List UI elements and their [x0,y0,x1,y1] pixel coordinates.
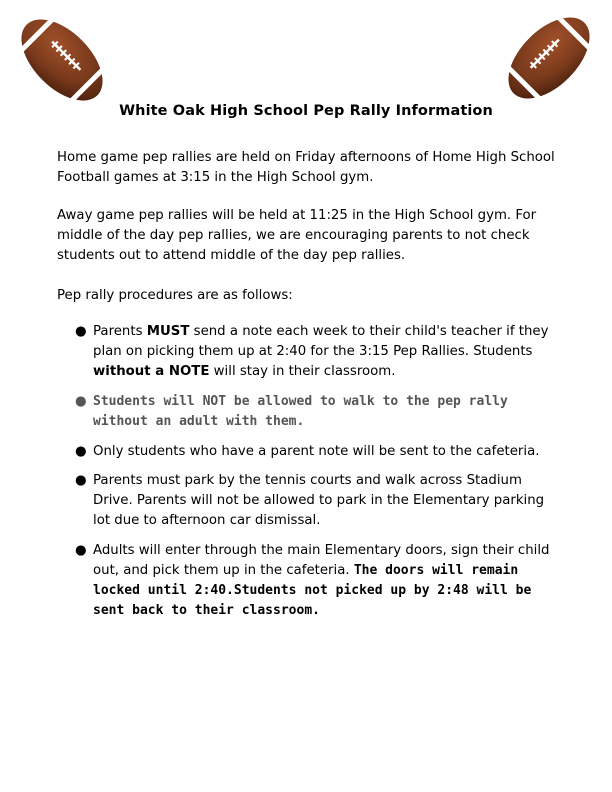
procedures-list [57,322,557,621]
list-item [57,541,557,621]
bullet-icon: ● [75,473,87,488]
bullet-text: send a note each week to their child's teacher if they plan on picking them up at 2:40 for the 3:15 Pep Rallies. Students [93,324,549,359]
bullet-text: Parents [93,324,147,339]
football-icon [12,10,112,110]
list-item [57,442,557,462]
bullet-text: Adults will enter through the main Elementary doors, sign their child out, and pick them up in the cafeteria. [93,543,550,578]
bullet-text: Students will NOT be allowed to walk to the pep rally without an adult with them. [93,394,508,429]
bullet-icon: ● [75,543,87,558]
bullet-text: will stay in their classroom. [209,364,396,379]
list-item [57,392,557,432]
bullet-text: Parents must park by the tennis courts and walk across Stadium Drive. Parents will not be allowed to park in the Elementary parking lot due to afternoon car dismissal. [93,473,545,528]
bullet-icon: ● [75,394,87,409]
emphasis-text: The doors will remain locked until 2:40.Students not picked up by 2:48 will be sent back to their classroom. [93,563,532,618]
bullet-icon: ● [75,444,87,459]
page-title: White Oak High School Pep Rally Information [119,103,493,119]
emphasis-text: without a NOTE [93,364,210,379]
bullet-icon: ● [75,324,87,339]
emphasis-text: MUST [146,324,190,339]
bullet-text: Only students who have a parent note will be sent to the cafeteria. [93,444,540,459]
procedures-intro: Pep rally procedures are as follows: [57,288,293,303]
home-game-paragraph: Home game pep rallies are held on Friday afternoons of Home High School Football games at 3:15 in the High School gym. [57,150,555,185]
football-icon [499,8,599,108]
away-game-paragraph: Away game pep rallies will be held at 11:25 in the High School gym. For middle of the day pep rallies, we are encouraging parents to not check students out to attend middle of the day pep rallies. [57,208,537,263]
list-item [57,322,557,382]
list-item [57,471,557,531]
